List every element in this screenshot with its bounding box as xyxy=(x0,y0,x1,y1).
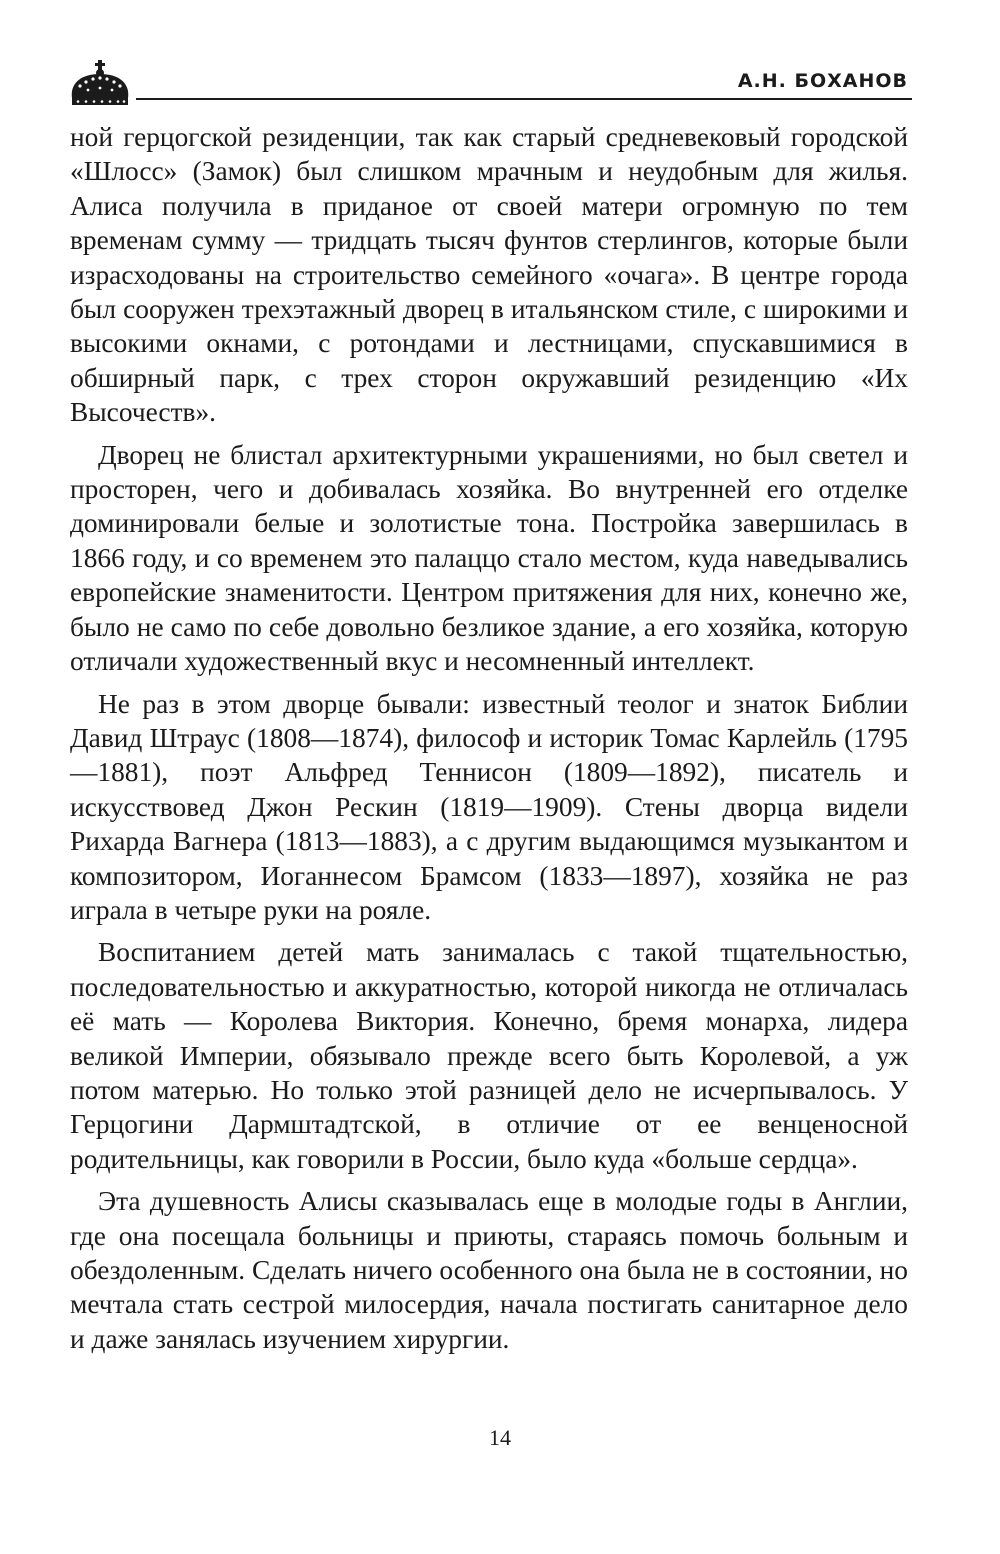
header-rule xyxy=(136,98,912,100)
page-number: 14 xyxy=(489,1425,511,1450)
paragraph: Дворец не блистал архитектурными украшениями, но был светел и просторен, чего и добивалась хозяйка. Во внутренней его отделке доминировали белые и золотистые тона. Постройка завершилась в 1866 году, и со временем это палаццо стало местом, куда наведывались европейские знаменитости. Центром притяжения для них, конечно же, было не само по себе довольно безликое здание, а его хозяйка, которую отличали художественный вкус и несомненный интеллект. xyxy=(70,439,908,677)
author-name: А.Н. БОХАНОВ xyxy=(728,68,908,94)
paragraph: Эта душевность Алисы сказывалась еще в молодые годы в Англии, где она посещала больницы и приюты, стараясь помочь больным и обездоленным. Сделать ничего особенного она была не в состоянии, но мечтала стать сестрой милосердия, начала постигать санитарное дело и даже занялась изучением хирургии. xyxy=(70,1186,908,1354)
crown-icon xyxy=(66,60,136,110)
paragraph-continuation: ной герцогской резиденции, так как старый средневековый городской «Шлосс» (Замок) был слишком мрачным и неудобным для жилья. Алиса получила в приданое от своей матери огромную по тем временам сумму — тридцать тысяч фунтов стерлингов, которые были израсходованы на строительство семейного «очага». В центре города был сооружен трехэтажный дворец в итальянском стиле, с широкими и высокими окнами, с ротондами и лестницами, спускавшимися в обширный парк, с трех сторон окружавший резиденцию «Их Высочеств». xyxy=(70,122,908,428)
running-header xyxy=(66,60,912,110)
body-text xyxy=(70,120,908,1356)
paragraph: Воспитанием детей мать занималась с такой тщательностью, последовательностью и аккуратностью, которой никогда не отличалась её мать — Королева Виктория. Конечно, бремя монарха, лидера великой Империи, обязывало прежде всего быть Королевой, а уж потом матерью. Но только этой разницей дело не исчерпывалось. У Герцогини Дармштадтской, в отличие от ее венценосной родительницы, как говорили в России, было куда «больше сердца». xyxy=(70,937,908,1174)
paragraph: Не раз в этом дворце бывали: известный теолог и знаток Библии Давид Штраус (1808—1874), философ и историк Томас Карлейль (1795—1881), поэт Альфред Теннисон (1809—1892), писатель и искусствовед Джон Рескин (1819—1909). Стены дворца видели Рихарда Вагнера (1813—1883), а с другим выдающимся музыкантом и композитором, Иоганнесом Брамсом (1833—1897), хозяйка не раз играла в четыре руки на рояле. xyxy=(70,688,908,925)
